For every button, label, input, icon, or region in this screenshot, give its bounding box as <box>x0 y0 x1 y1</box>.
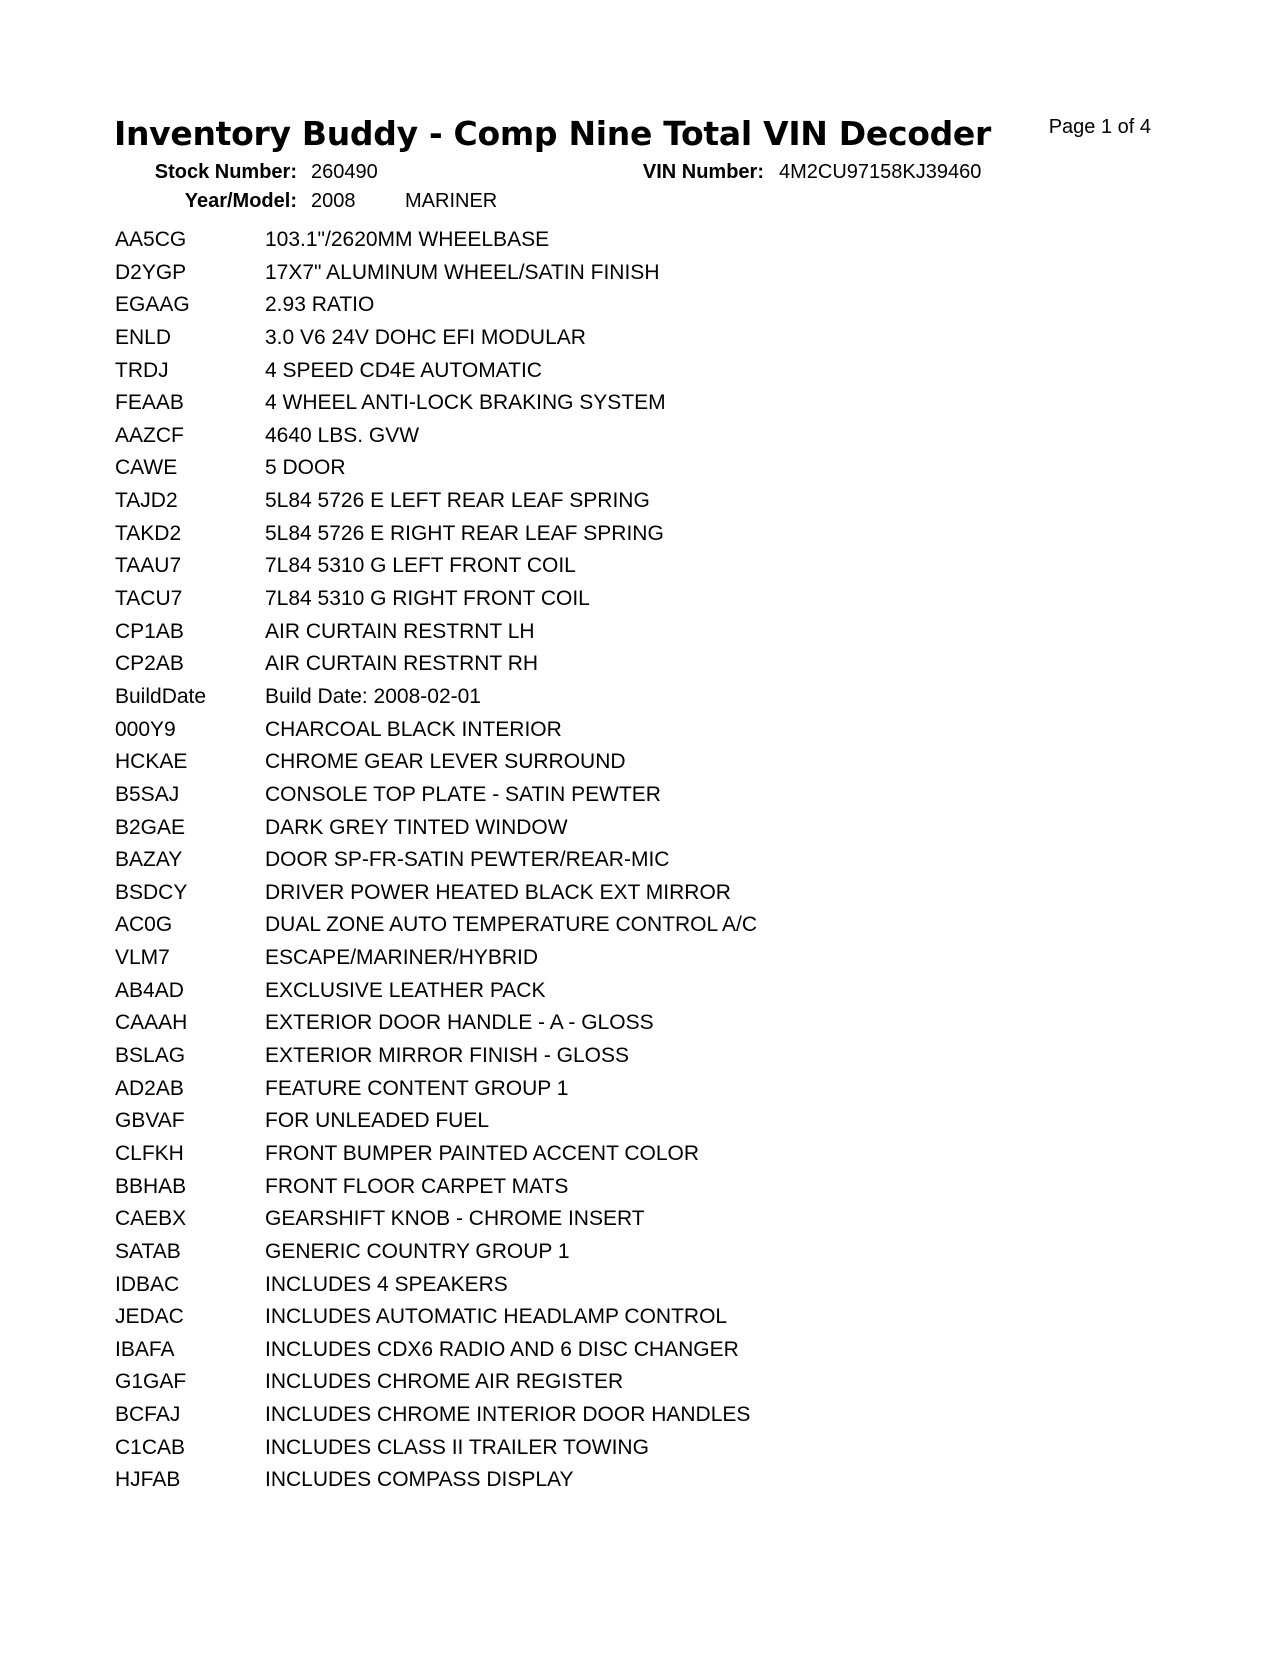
option-description: 4640 LBS. GVW <box>265 423 420 447</box>
option-row <box>115 620 1115 653</box>
option-description: Build Date: 2008-02-01 <box>265 684 481 708</box>
option-code: AAZCF <box>115 423 184 447</box>
option-row <box>115 326 1115 359</box>
option-description: ESCAPE/MARINER/HYBRID <box>265 946 539 970</box>
option-description: 17X7" ALUMINUM WHEEL/SATIN FINISH <box>265 260 660 284</box>
option-code: AA5CG <box>115 228 187 251</box>
option-code: CAAAH <box>115 1011 188 1035</box>
option-row <box>115 979 1115 1012</box>
option-row <box>115 1338 1115 1371</box>
option-row <box>115 1273 1115 1306</box>
option-row <box>115 1109 1115 1142</box>
option-description: 2.93 RATIO <box>265 293 375 317</box>
option-row <box>115 522 1115 555</box>
option-row <box>115 1011 1115 1044</box>
option-row <box>115 816 1115 849</box>
option-code: D2YGP <box>115 260 187 284</box>
option-description: INCLUDES AUTOMATIC HEADLAMP CONTROL <box>265 1305 728 1329</box>
option-row <box>115 489 1115 522</box>
option-description: DUAL ZONE AUTO TEMPERATURE CONTROL A/C <box>265 913 758 937</box>
option-description: 5L84 5726 E LEFT REAR LEAF SPRING <box>265 489 650 513</box>
option-description: INCLUDES CHROME INTERIOR DOOR HANDLES <box>265 1403 751 1427</box>
option-row <box>115 1370 1115 1403</box>
option-description: 5 DOOR <box>265 456 346 480</box>
option-description: DARK GREY TINTED WINDOW <box>265 815 568 839</box>
option-code: BAZAY <box>115 848 183 872</box>
option-code: TACU7 <box>115 587 183 611</box>
option-description: FRONT FLOOR CARPET MATS <box>265 1174 569 1198</box>
option-row <box>115 783 1115 816</box>
option-row <box>115 228 1115 261</box>
option-code: TAJD2 <box>115 489 178 513</box>
option-code: BuildDate <box>115 684 207 708</box>
option-description: CHROME GEAR LEVER SURROUND <box>265 750 626 774</box>
option-code: CLFKH <box>115 1141 184 1165</box>
option-description: 7L84 5310 G RIGHT FRONT COIL <box>265 587 590 611</box>
option-code: SATAB <box>115 1239 181 1263</box>
option-description: INCLUDES CDX6 RADIO AND 6 DISC CHANGER <box>265 1337 739 1361</box>
option-code: HCKAE <box>115 750 188 774</box>
option-description: 3.0 V6 24V DOHC EFI MODULAR <box>265 325 586 349</box>
option-code: ENLD <box>115 325 172 349</box>
option-description: DRIVER POWER HEATED BLACK EXT MIRROR <box>265 880 731 904</box>
option-row <box>115 718 1115 751</box>
option-code: AC0G <box>115 913 173 937</box>
option-description: 4 WHEEL ANTI-LOCK BRAKING SYSTEM <box>265 391 666 415</box>
option-description: INCLUDES CLASS II TRAILER TOWING <box>265 1435 649 1459</box>
option-description: INCLUDES COMPASS DISPLAY <box>265 1468 574 1492</box>
option-code: G1GAF <box>115 1370 187 1394</box>
option-row <box>115 848 1115 881</box>
option-description: 7L84 5310 G LEFT FRONT COIL <box>265 554 576 578</box>
option-description: FEATURE CONTENT GROUP 1 <box>265 1076 569 1100</box>
document-title: Inventory Buddy - Comp Nine Total VIN Decoder <box>114 114 991 153</box>
option-description: GEARSHIFT KNOB - CHROME INSERT <box>265 1207 645 1231</box>
option-description: EXTERIOR MIRROR FINISH - GLOSS <box>265 1044 630 1068</box>
option-code: CAWE <box>115 456 178 480</box>
option-code: VLM7 <box>115 946 170 970</box>
option-description: 4 SPEED CD4E AUTOMATIC <box>265 358 542 382</box>
option-row <box>115 1207 1115 1240</box>
option-row <box>115 685 1115 718</box>
option-row <box>115 261 1115 294</box>
option-row <box>115 359 1115 392</box>
option-row <box>115 881 1115 914</box>
option-code: EGAAG <box>115 293 190 317</box>
option-description: 103.1"/2620MM WHEELBASE <box>265 228 550 251</box>
option-code: IDBAC <box>115 1272 180 1296</box>
option-description: GENERIC COUNTRY GROUP 1 <box>265 1239 570 1263</box>
option-code: TAKD2 <box>115 521 182 545</box>
option-row <box>115 652 1115 685</box>
year-model-label: Year/Model: <box>184 190 297 212</box>
option-code: BBHAB <box>115 1174 187 1198</box>
option-row <box>115 1175 1115 1208</box>
option-description: INCLUDES CHROME AIR REGISTER <box>265 1370 624 1394</box>
option-row <box>115 1305 1115 1338</box>
vin-number-value: 4M2CU97158KJ39460 <box>779 161 982 183</box>
option-description: CHARCOAL BLACK INTERIOR <box>265 717 562 741</box>
option-row <box>115 1142 1115 1175</box>
option-row <box>115 456 1115 489</box>
year-value: 2008 <box>311 190 356 212</box>
option-row <box>115 424 1115 457</box>
option-list <box>115 228 1115 1501</box>
option-row <box>115 913 1115 946</box>
option-row <box>115 1468 1115 1501</box>
option-description: EXTERIOR DOOR HANDLE - A - GLOSS <box>265 1011 654 1035</box>
option-code: BSLAG <box>115 1044 186 1068</box>
option-code: FEAAB <box>115 391 184 415</box>
option-row <box>115 391 1115 424</box>
option-code: JEDAC <box>115 1305 184 1329</box>
option-code: 000Y9 <box>115 717 176 741</box>
model-value: MARINER <box>405 190 498 212</box>
option-code: B2GAE <box>115 815 186 839</box>
option-description: AIR CURTAIN RESTRNT LH <box>265 619 535 643</box>
option-row <box>115 554 1115 587</box>
stock-number-label: Stock Number: <box>154 161 297 183</box>
option-code: HJFAB <box>115 1468 181 1492</box>
option-code: CP1AB <box>115 619 184 643</box>
option-description: 5L84 5726 E RIGHT REAR LEAF SPRING <box>265 521 664 545</box>
option-row <box>115 1077 1115 1110</box>
option-row <box>115 293 1115 326</box>
option-description: FRONT BUMPER PAINTED ACCENT COLOR <box>265 1141 700 1165</box>
option-code: TAAU7 <box>115 554 182 578</box>
option-row <box>115 587 1115 620</box>
option-code: IBAFA <box>115 1337 175 1361</box>
option-description: EXCLUSIVE LEATHER PACK <box>265 978 546 1002</box>
option-code: B5SAJ <box>115 782 180 806</box>
option-description: CONSOLE TOP PLATE - SATIN PEWTER <box>265 782 661 806</box>
option-row <box>115 1403 1115 1436</box>
page-number: Page 1 of 4 <box>1048 116 1151 138</box>
option-code: AD2AB <box>115 1076 184 1100</box>
stock-number-value: 260490 <box>311 161 378 183</box>
option-code: C1CAB <box>115 1435 186 1459</box>
option-row <box>115 750 1115 783</box>
option-description: AIR CURTAIN RESTRNT RH <box>265 652 539 676</box>
option-description: DOOR SP-FR-SATIN PEWTER/REAR-MIC <box>265 848 670 872</box>
option-description: FOR UNLEADED FUEL <box>265 1109 490 1133</box>
option-code: AB4AD <box>115 978 184 1002</box>
option-row <box>115 1240 1115 1273</box>
option-description: INCLUDES 4 SPEAKERS <box>265 1272 508 1296</box>
option-code: CAEBX <box>115 1207 187 1231</box>
option-code: CP2AB <box>115 652 184 676</box>
option-row <box>115 946 1115 979</box>
option-row <box>115 1044 1115 1077</box>
option-code: BSDCY <box>115 880 188 904</box>
option-row <box>115 1436 1115 1469</box>
vin-number-label: VIN Number: <box>642 161 764 183</box>
option-code: BCFAJ <box>115 1403 181 1427</box>
option-code: TRDJ <box>115 358 169 382</box>
option-code: GBVAF <box>115 1109 185 1133</box>
